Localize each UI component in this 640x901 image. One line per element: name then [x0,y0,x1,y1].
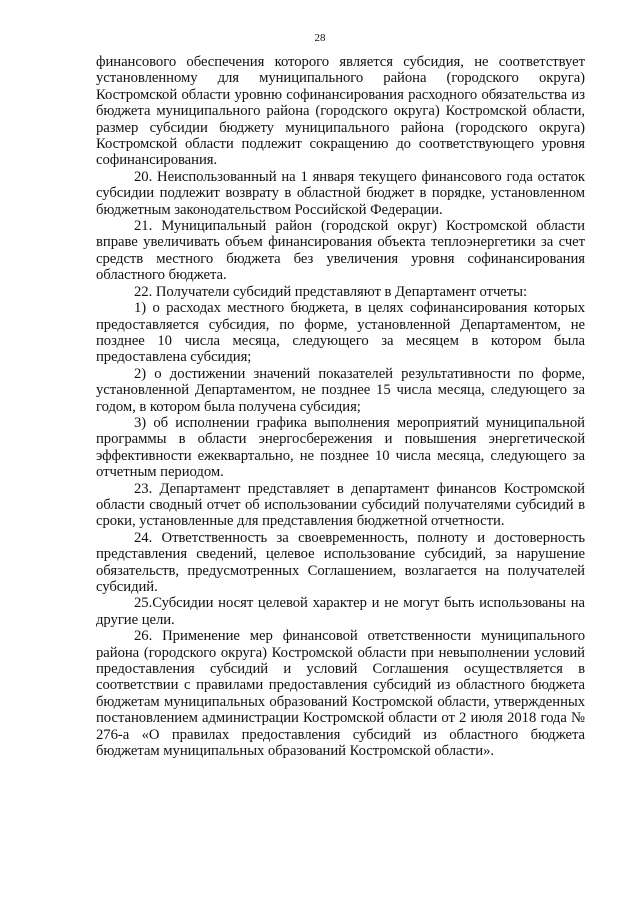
paragraph-24: 24. Ответственность за своевременность, полноту и достоверность представления сведений, целевое использование субсидий, за нарушение обязательств, предусмотренных Соглашением, возлагается на получателей субсидий. [96,529,585,595]
paragraph-22-item-2: 2) о достижении значений показателей результативности по форме, установленной Департаментом, не позднее 15 числа месяца, следующего за годом, в котором была получена субсидия; [96,365,585,415]
document-body [96,54,585,759]
paragraph-20: 20. Неиспользованный на 1 января текущего финансового года остаток субсидии подлежит возврату в областной бюджет в порядке, установленном бюджетным законодательством Российской Федерации. [96,168,585,218]
paragraph-25: 25.Субсидии носят целевой характер и не могут быть использованы на другие цели. [96,595,585,628]
paragraph-22-item-1: 1) о расходах местного бюджета, в целях софинансирования которых предоставляется субсидия, по форме, установленной Департаментом, не позднее 10 числа месяца, следующего за месяцем в котором была предоставлена субсидия; [96,300,585,366]
paragraph-continuation: финансового обеспечения которого является субсидия, не соответствует установленному для муниципального района (городского округа) Костромской области уровню софинансирования расходного обязательства из бюджета муниципального района (городского округа) Костромской области, размер субсидии бюджету муниципального района (городского округа) Костромской области подлежит сокращению до соответствующего уровня софинансирования. [96,54,585,169]
paragraph-21: 21. Муниципальный район (городской округ) Костромской области вправе увеличивать объем финансирования объекта теплоэнергетики за счет средств местного бюджета без увеличения уровня софинансирования областного бюджета. [96,218,585,284]
paragraph-22: 22. Получатели субсидий представляют в Департамент отчеты: [134,283,527,300]
paragraph-23: 23. Департамент представляет в департамент финансов Костромской области сводный отчет об использовании субсидий получателями субсидий в сроки, установленные для представления бюджетной отчетности. [96,480,585,530]
page-number: 28 [314,32,326,44]
paragraph-22-item-3: 3) об исполнении графика выполнения мероприятий муниципальной программы в области энергосбережения и повышения энергетической эффективности ежеквартально, не позднее 10 числа месяца, следующего за отчетным периодом. [96,414,585,481]
paragraph-26: 26. Применение мер финансовой ответственности муниципального района (городского округа) Костромской области при невыполнении условий предоставления субсидий и условий Соглашения осуществляется в соответствии с правилами предоставления субсидий из областного бюджета бюджетам муниципальных образований Костромской области, утвержденных постановлением администрации Костромской области от 2 июля 2018 года № 276-а «О правилах предоставления субсидий из областного бюджета бюджетам муниципальных образований Костромской области». [96,628,585,760]
